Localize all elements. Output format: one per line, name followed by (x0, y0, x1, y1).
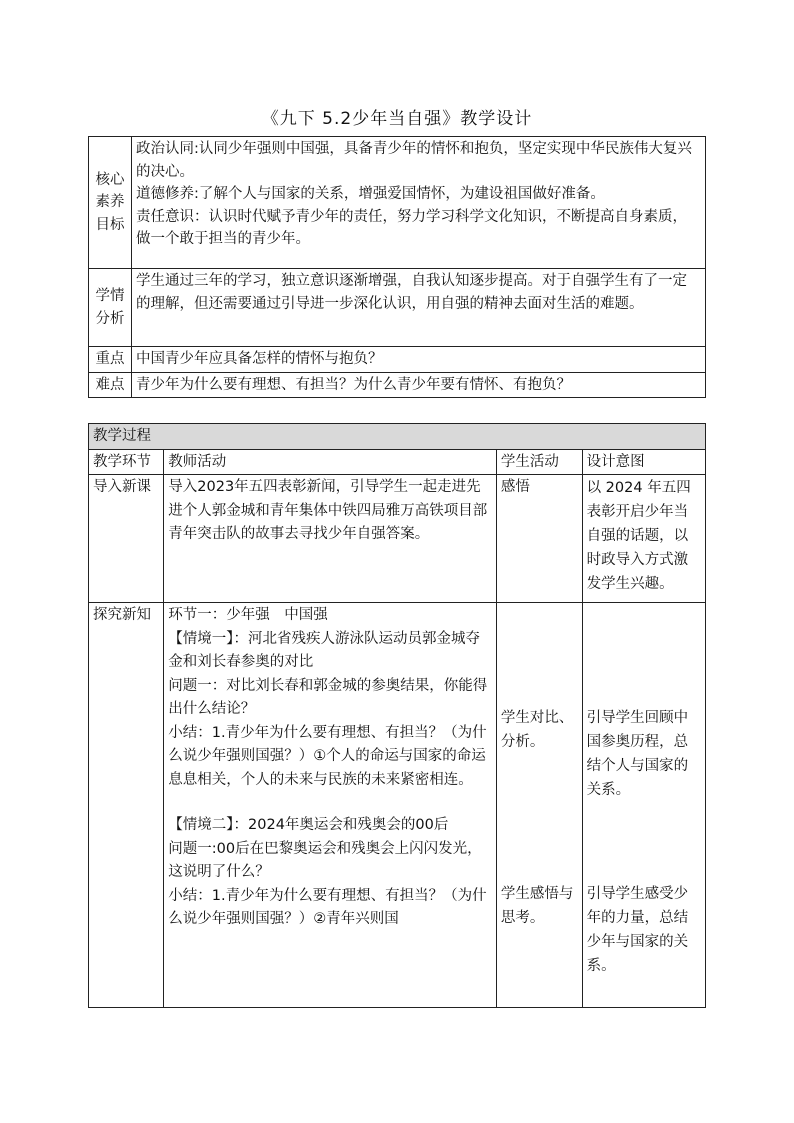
table-row (89, 603, 706, 1008)
text-line: 引导学生回顾中国参奥历程，总结个人与国家的关系。 (586, 710, 689, 798)
row-content: 青少年为什么要有理想、有担当？为什么青少年要有情怀、有抱负？ (132, 372, 706, 398)
teacher-cell: 导入2023年五四表彰新闻，引导学生一起走进先进个人郭金城和青年集体中铁四局雅万高铁项目部青年突击队的故事去寻找少年自强答案。 (164, 475, 497, 603)
column-header: 学生活动 (496, 449, 582, 475)
text-line: 小结：1.青少年为什么要有理想、有担当？（为什么说少年强则国强？）①个人的命运与国家的命运息息相关，个人的未来与民族的未来紧密相连。 (168, 724, 487, 788)
table-title-row (89, 424, 706, 450)
intent-cell (582, 603, 705, 1008)
text-line: 学生感悟与思考。 (500, 886, 574, 926)
text-line: 政治认同:认同少年强则中国强，具备青少年的情怀和抱负，坚定实现中华民族伟大复兴的决心。 (136, 141, 692, 180)
column-header: 教学环节 (89, 449, 164, 475)
text-line: 问题一:00后在巴黎奥运会和残奥会上闪闪发光，这说明了什么？ (168, 840, 482, 880)
column-header: 设计意图 (582, 449, 705, 475)
text-line: 引导学生感受少年的力量，总结少年与国家的关系。 (586, 886, 689, 974)
row-label: 核心素养目标 (89, 137, 132, 269)
text-line: 小结：1.青少年为什么要有理想、有担当？（为什么说少年强则国强？）②青年兴则国 (168, 887, 487, 927)
row-label: 难点 (89, 372, 132, 398)
table-row (89, 372, 706, 398)
page-title: 《九下 5.2少年当自强》教学设计 (261, 109, 533, 129)
text-line: 【情境一】：河北省残疾人游泳队运动员郭金城夺金和刘长春参奥的对比 (168, 630, 481, 670)
text-line: 道德修养:了解个人与国家的关系，增强爱国情怀，为建设祖国做好准备。 (136, 186, 605, 202)
intent-cell: 以 2024 年五四表彰开启少年当自强的话题，以时政导入方式激发学生兴趣。 (582, 475, 705, 603)
teacher-cell (164, 603, 497, 1008)
stage-cell: 导入新课 (89, 475, 164, 603)
column-header: 教师活动 (164, 449, 497, 475)
text-line: 【情境二】：2024年奥运会和残奥会的00后 (168, 817, 449, 833)
table-row (89, 347, 706, 373)
row-content (132, 269, 706, 347)
text-line: 环节一：少年强 中国强 (168, 607, 328, 623)
process-table (88, 423, 706, 1008)
student-cell: 感悟 (496, 475, 582, 603)
text-line: 责任意识：认识时代赋予青少年的责任，努力学习科学文化知识，不断提高自身素质，做一个敢于担当的青少年。 (136, 208, 687, 247)
student-cell (496, 603, 582, 1008)
table-row (89, 475, 706, 603)
text-line: 学生对比、分析。 (500, 710, 574, 750)
table-title: 教学过程 (89, 424, 706, 450)
row-label: 学情分析 (89, 269, 132, 347)
row-content: 中国青少年应具备怎样的情怀与抱负？ (132, 347, 706, 373)
text-line: 学生通过三年的学习，独立意识逐渐增强，自我认知逐步提高。对于自强学生有了一定的理解，但还需要通过引导进一步深化认识，用自强的精神去面对生活的难题。 (136, 273, 687, 312)
table-row (89, 269, 706, 347)
row-label: 重点 (89, 347, 132, 373)
stage-cell: 探究新知 (89, 603, 164, 1008)
blank-line (168, 792, 492, 814)
table-row (89, 137, 706, 269)
info-table (88, 136, 706, 398)
table-header-row (89, 449, 706, 475)
row-content (132, 137, 706, 269)
text-line: 问题一：对比刘长春和郭金城的参奥结果，你能得出什么结论？ (168, 677, 488, 717)
